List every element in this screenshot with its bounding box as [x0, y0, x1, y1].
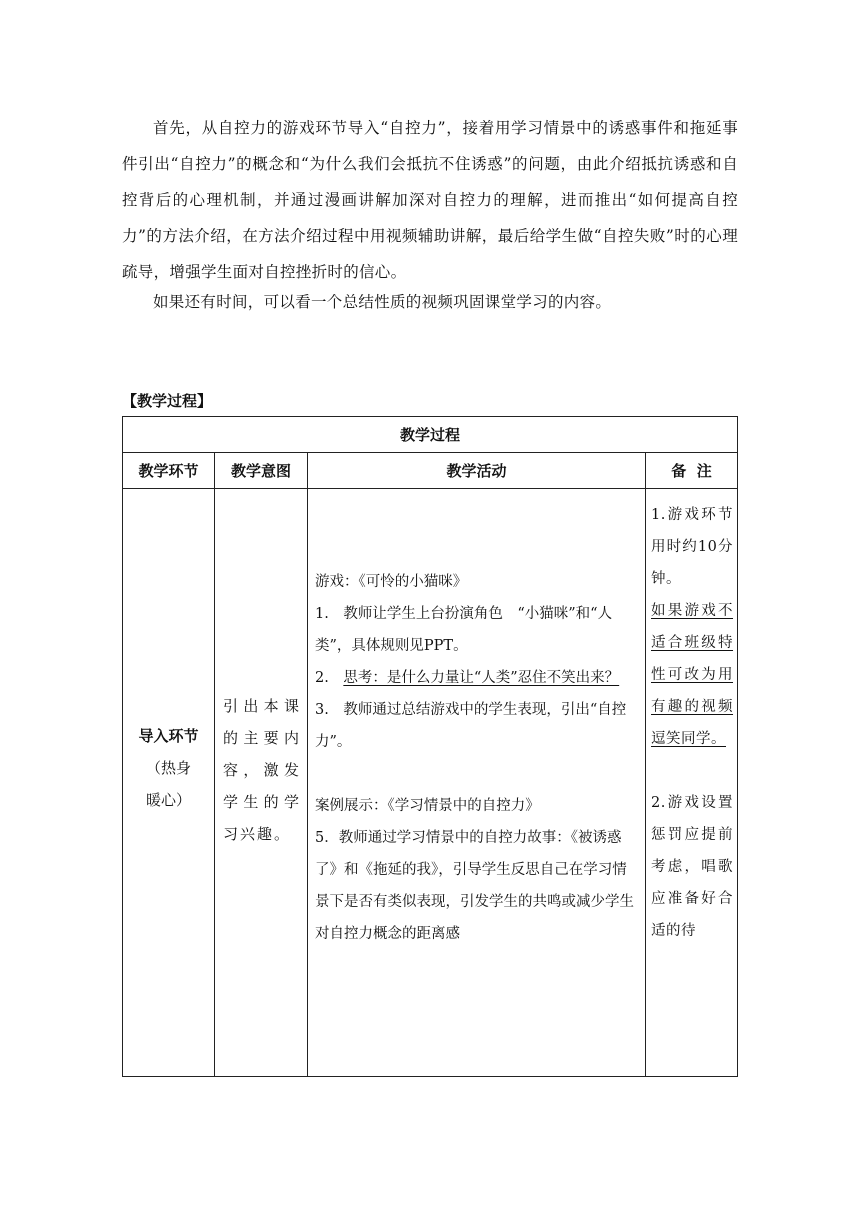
stage-title: 导入环节 [138, 727, 199, 745]
note-2: 2.游戏设置惩罚应提前考虑，唱歌应准备好合适的待 [651, 795, 734, 939]
header-intent: 教学意图 [215, 453, 308, 489]
intent-cell [215, 489, 308, 1077]
intro-paragraph-2: 如果还有时间，可以看一个总结性质的视频巩固课堂学习的内容。 [153, 293, 612, 311]
notes-cell [646, 489, 738, 1077]
note-1: 1.游戏环节用时约10分钟。 [651, 507, 734, 587]
table-row [123, 489, 738, 1077]
activity-step-1: 1. 教师让学生上台扮演角色 “小猫咪”和“人类”，具体规则见PPT。 [315, 606, 613, 654]
header-stage: 教学环节 [123, 453, 215, 489]
activity-step-5: 5．教师通过学习情景中的自控力故事：《被诱惑了》和《拖延的我》，引导学生反思自己在学习情景下是否有类似表现，引发学生的共鸣或减少学生对自控力概念的距离感 [315, 830, 634, 942]
activity-cell [308, 489, 646, 1077]
activity-step-3: 3. 教师通过总结游戏中的学生表现，引出“自控力”。 [315, 702, 627, 750]
case-title: 案例展示：《学习情景中的自控力》 [315, 798, 540, 814]
stage-cell [123, 489, 215, 1077]
intro-paragraph-1: 首先，从自控力的游戏环节导入“自控力”，接着用学习情景中的诱惑事件和拖延事件引出“自控力”的概念和“为什么我们会抵抗不住诱惑”的问题，由此介绍抵抗诱惑和自控背后的心理机制，并通过漫画讲解加深对自控力的理解，进而推出“如何提高自控力”的方法介绍，在方法介绍过程中用视频辅助讲解，最后给学生做“自控失败”时的心理疏导，增强学生面对自控挫折时的信心。 [122, 119, 738, 281]
stage-subtitle: （热身暖心） [145, 759, 191, 809]
activity-step-2-number: 2. [315, 670, 344, 686]
section-heading: 【教学过程】 [122, 392, 213, 410]
activity-step-2 [315, 662, 641, 694]
intent-text: 引出本课的主要内容，激发学生的学习兴趣。 [223, 697, 301, 843]
table-title: 教学过程 [123, 417, 738, 453]
activity-step-2-question: 思考：是什么力量让“人类”忍住不笑出来？ [343, 670, 620, 686]
note-1-alternative: 如果游戏不适合班级特性可改为用有趣的视频逗笑同学。 [651, 603, 734, 747]
game-title: 游戏：《可怜的小猫咪》 [315, 574, 468, 590]
teaching-process-table [122, 416, 738, 1077]
header-activity: 教学活动 [308, 453, 646, 489]
header-notes: 备 注 [646, 453, 738, 489]
